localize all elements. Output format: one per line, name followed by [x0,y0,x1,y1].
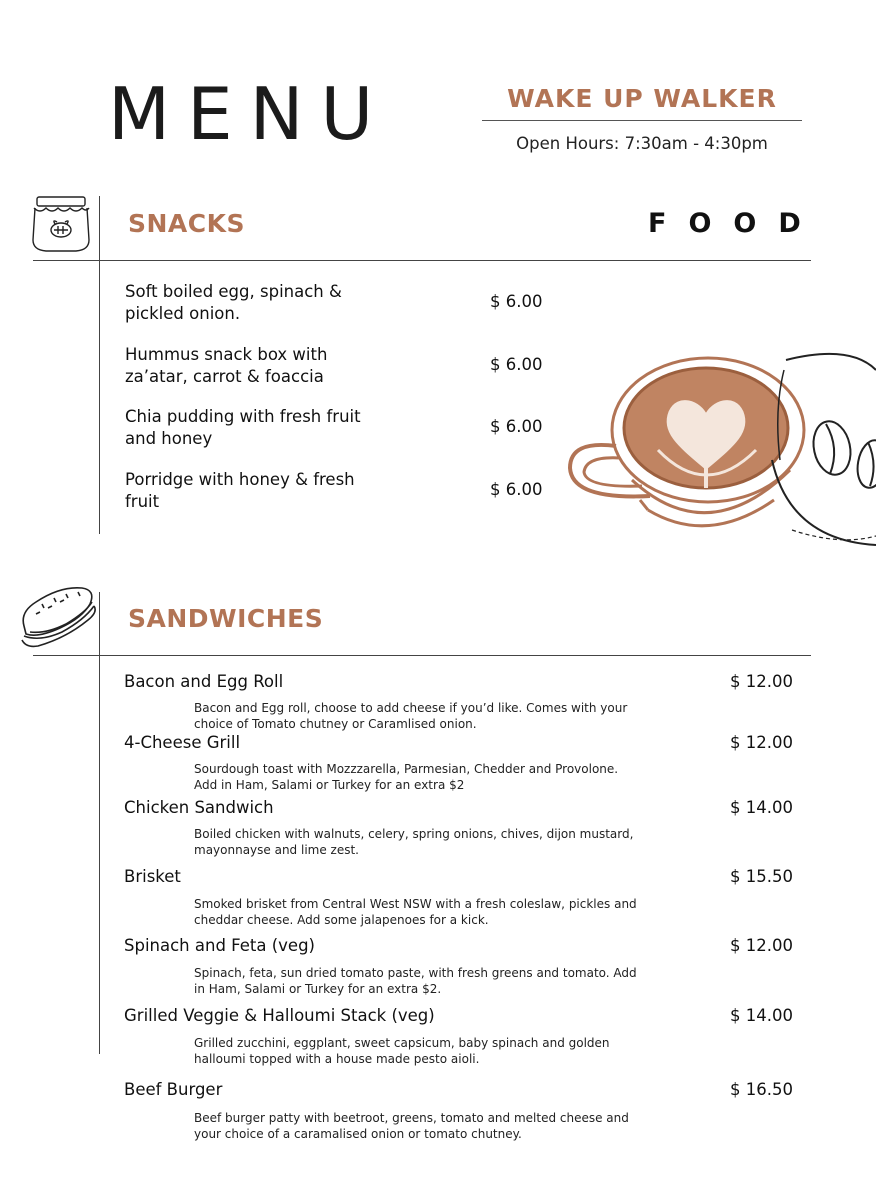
sandwich-item-description: Smoked brisket from Central West NSW with a fresh coleslaw, pickles and cheddar cheese. Add some jalapenoes for a kick. [194,897,637,927]
sandwich-item-name: Bacon and Egg Roll [124,672,284,691]
brand-divider [482,120,802,121]
coffee-beans-icon [806,412,876,494]
snack-item-price: $ 6.00 [490,292,543,311]
food-label: FOOD [648,208,823,239]
brand-name: WAKE UP WALKER [507,84,777,113]
snack-item-price: $ 6.00 [490,417,543,436]
sandwiches-title: SANDWICHES [128,604,324,633]
sandwich-item-name: Grilled Veggie & Halloumi Stack (veg) [124,1006,435,1025]
honey-jar-icon [28,194,94,256]
sandwich-item-price: $ 14.00 [730,1006,793,1025]
sandwich-item-name: Spinach and Feta (veg) [124,936,315,955]
sandwich-item-name: Chicken Sandwich [124,798,274,817]
sandwiches-vertical-rule [99,592,100,1054]
sandwich-item-price: $ 12.00 [730,672,793,691]
snack-item-name: Soft boiled egg, spinach & pickled onion. [125,282,342,323]
sandwich-item-price: $ 12.00 [730,936,793,955]
sandwich-item-name: 4-Cheese Grill [124,733,241,752]
page-title: MENU [108,72,391,156]
snack-item-name: Chia pudding with fresh fruit and honey [125,407,361,448]
sandwich-item-description: Bacon and Egg roll, choose to add cheese if you’d like. Comes with your choice of Tomato chutney or Caramlised onion. [194,701,628,731]
sandwich-item-description: Sourdough toast with Mozzzarella, Parmesian, Chedder and Provolone. Add in Ham, Salami or Turkey for an extra $2 [194,762,619,792]
open-hours: Open Hours: 7:30am - 4:30pm [516,134,768,153]
sandwiches-divider [33,655,811,656]
sandwich-item-name: Brisket [124,867,181,886]
snack-item-price: $ 6.00 [490,355,543,374]
snack-item-price: $ 6.00 [490,480,543,499]
sandwich-item-description: Spinach, feta, sun dried tomato paste, with fresh greens and tomato. Add in Ham, Salami or Turkey for an extra $2. [194,966,637,996]
sandwich-icon [16,582,98,654]
snacks-title: SNACKS [128,209,246,238]
sandwich-item-price: $ 16.50 [730,1080,793,1099]
snack-item-name: Hummus snack box with za’atar, carrot & foaccia [125,345,328,386]
sandwich-item-price: $ 15.50 [730,867,793,886]
sandwich-item-description: Boiled chicken with walnuts, celery, spring onions, chives, dijon mustard, mayonnayse and lime zest. [194,827,634,857]
snacks-divider [33,260,811,261]
sandwich-item-description: Grilled zucchini, eggplant, sweet capsicum, baby spinach and golden halloumi topped with a house made pesto aioli. [194,1036,610,1066]
sandwich-item-description: Beef burger patty with beetroot, greens, tomato and melted cheese and your choice of a caramalised onion or tomato chutney. [194,1111,629,1141]
sandwich-item-price: $ 12.00 [730,733,793,752]
sandwich-item-price: $ 14.00 [730,798,793,817]
snack-item-name: Porridge with honey & fresh fruit [125,470,355,511]
sandwich-item-name: Beef Burger [124,1080,223,1099]
snacks-vertical-rule [99,196,100,534]
